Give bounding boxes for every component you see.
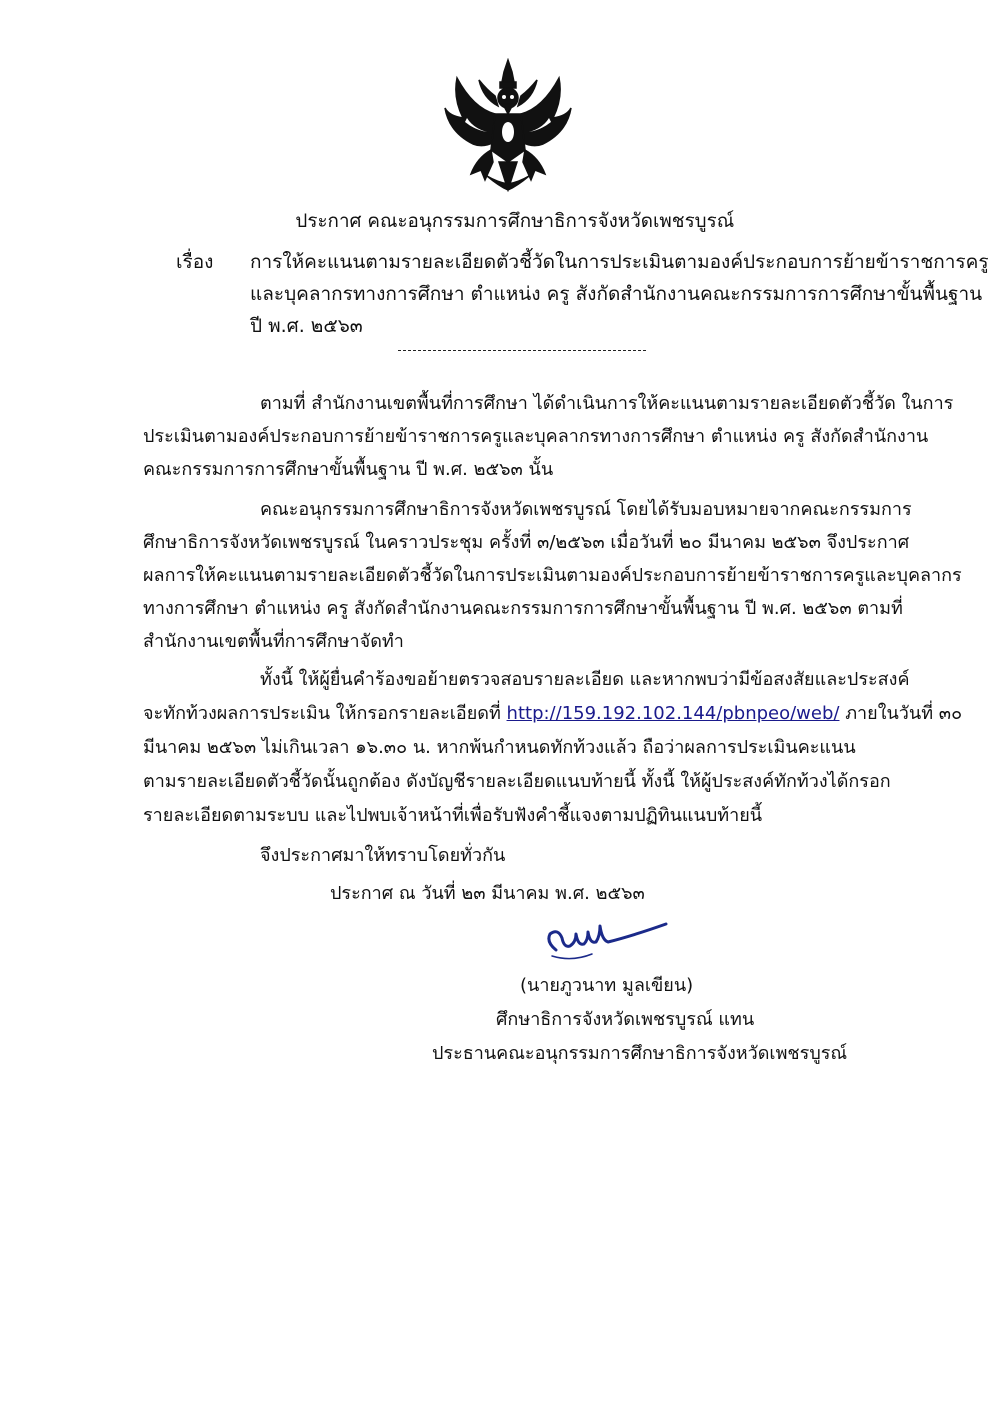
garuda-emblem-icon [443, 58, 573, 192]
signatory-position: ประธานคณะอนุกรรมการศึกษาธิการจังหวัดเพชรบูรณ์ [432, 1043, 848, 1064]
subject-line: การให้คะแนนตามรายละเอียดตัวชี้วัดในการประเมินตามองค์ประกอบการย้ายข้าราชการครู [250, 251, 989, 273]
subject-line: และบุคลากรทางการศึกษา ตำแหน่ง ครู สังกัดสำนักงานคณะกรรมการการศึกษาขั้นพื้นฐาน [250, 283, 983, 305]
subject-line: ปี พ.ศ. ๒๕๖๓ [250, 315, 363, 337]
announcement-title: ประกาศ คณะอนุกรรมการศึกษาธิการจังหวัดเพชรบูรณ์ [295, 210, 735, 232]
paragraph-line: มีนาคม ๒๕๖๓ ไม่เกินเวลา ๑๖.๓๐ น. หากพ้นกำหนดทักท้วงแล้ว ถือว่าผลการประเมินคะแนน [143, 737, 856, 758]
paragraph-line: คณะกรรมการการศึกษาขั้นพื้นฐาน ปี พ.ศ. ๒๕๖๓ นั้น [143, 459, 554, 480]
handwritten-signature-icon [542, 920, 672, 972]
signatory-position: ศึกษาธิการจังหวัดเพชรบูรณ์ แทน [496, 1009, 755, 1030]
announcement-date: ประกาศ ณ วันที่ ๒๓ มีนาคม พ.ศ. ๒๕๖๓ [330, 883, 645, 904]
paragraph-line: ทั้งนี้ ให้ผู้ยื่นคำร้องขอย้ายตรวจสอบรายละเอียด และหากพบว่ามีข้อสงสัยและประสงค์ [260, 669, 910, 690]
paragraph-line: รายละเอียดตามระบบ และไปพบเจ้าหน้าที่เพื่อรับฟังคำชี้แจงตามปฏิทินแนบท้ายนี้ [143, 805, 763, 826]
closing-line: จึงประกาศมาให้ทราบโดยทั่วกัน [260, 845, 506, 866]
paragraph-line: สำนักงานเขตพื้นที่การศึกษาจัดทำ [143, 631, 404, 652]
paragraph-line: ประเมินตามองค์ประกอบการย้ายข้าราชการครูและบุคลากรทางการศึกษา ตำแหน่ง ครู สังกัดสำนักงาน [143, 426, 929, 447]
dashed-divider [398, 350, 646, 351]
subject-text [250, 246, 989, 342]
paragraph-line: ผลการให้คะแนนตามรายละเอียดตัวชี้วัดในการประเมินตามองค์ประกอบการย้ายข้าราชการครูและบุคลากร [143, 565, 962, 586]
paragraph-line: ตามรายละเอียดตัวชี้วัดนั้นถูกต้อง ดังบัญชีรายละเอียดแนบท้ายนี้ ทั้งนี้ ให้ผู้ประสงค์ทักท้วงได้กรอก [143, 771, 891, 792]
report-link[interactable]: http://159.192.102.144/pbnpeo/web/ [506, 703, 840, 724]
paragraph-text: ภายในวันที่ ๓๐ [839, 703, 963, 724]
paragraph-line: ตามที่ สำนักงานเขตพื้นที่การศึกษา ได้ดำเนินการให้คะแนนตามรายละเอียดตัวชี้วัด ในการ [260, 393, 954, 414]
paragraph-text: จะทักท้วงผลการประเมิน ให้กรอกรายละเอียดที่ [143, 703, 507, 724]
paragraph-line: คณะอนุกรรมการศึกษาธิการจังหวัดเพชรบูรณ์ โดยได้รับมอบหมายจากคณะกรรมการ [260, 499, 912, 520]
paragraph-line: ศึกษาธิการจังหวัดเพชรบูรณ์ ในคราวประชุม ครั้งที่ ๓/๒๕๖๓ เมื่อวันที่ ๒๐ มีนาคม ๒๕๖๓ จึงประกาศ [143, 532, 910, 553]
signatory-name: (นายภูวนาท มูลเขียน) [520, 975, 694, 996]
paragraph-line-with-link [143, 700, 962, 728]
paragraph-line: ทางการศึกษา ตำแหน่ง ครู สังกัดสำนักงานคณะกรรมการการศึกษาขั้นพื้นฐาน ปี พ.ศ. ๒๕๖๓ ตามที่ [143, 598, 903, 619]
subject-label: เรื่อง [176, 251, 214, 273]
